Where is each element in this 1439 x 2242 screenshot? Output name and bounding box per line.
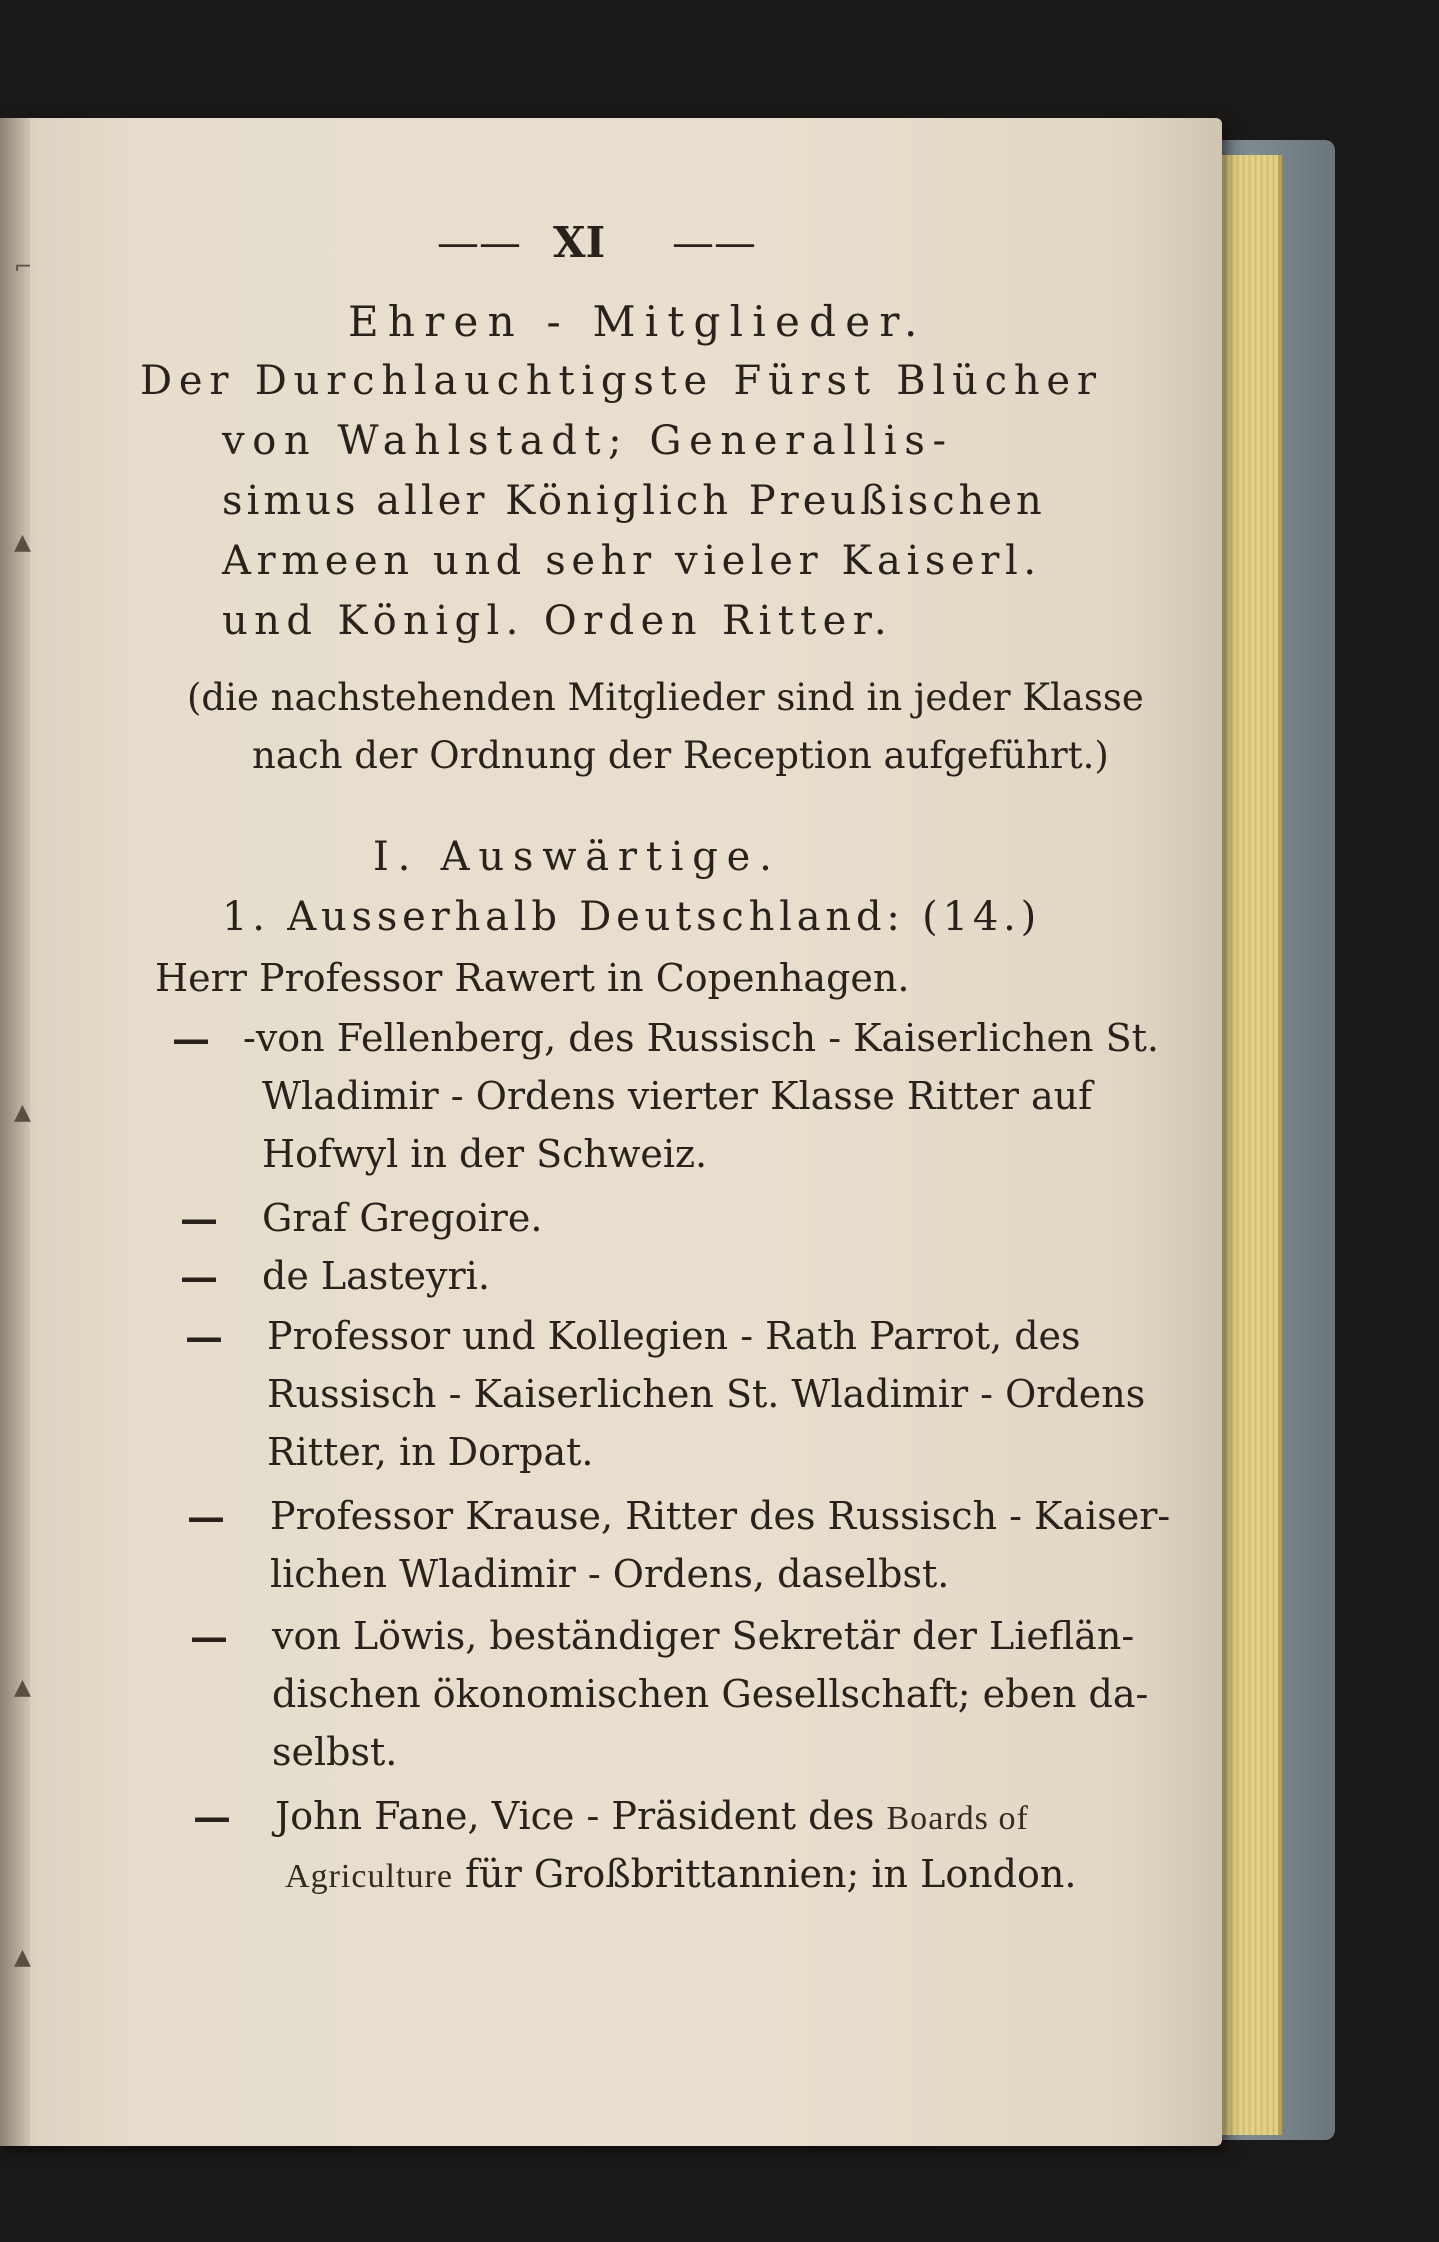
patron-line-4: Armeen und sehr vieler Kaiserl.: [222, 538, 1042, 584]
entry-line: dischen ökonomischen Gesellschaft; eben da-: [272, 1672, 1149, 1716]
heading-roman: I. Auswärtige.: [373, 834, 781, 880]
page-gutter: [0, 118, 33, 2146]
entry-line: Professor Krause, Ritter des Russisch - Kaiser-: [270, 1494, 1171, 1538]
patron-line-3: simus aller Königlich Preußischen: [222, 478, 1046, 524]
patron-line-2: von Wahlstadt; Generallis-: [222, 418, 954, 464]
entry-dash: —: [180, 1196, 218, 1241]
entry-line: Graf Gregoire.: [262, 1196, 543, 1240]
entry-dash: —: [190, 1614, 228, 1659]
entry-line: Wladimir - Ordens vierter Klasse Ritter auf: [262, 1074, 1093, 1118]
patron-line-5: und Königl. Orden Ritter.: [222, 598, 893, 644]
margin-tick-icon: ▲: [14, 1675, 31, 1700]
entry-line: Russisch - Kaiserlichen St. Wladimir - Ordens: [267, 1372, 1146, 1416]
latin-text: Agriculture: [285, 1858, 453, 1895]
entry-text: für Großbrittannien; in London.: [452, 1852, 1077, 1896]
entry-line: de Lasteyri.: [262, 1254, 490, 1298]
margin-tick-icon: ⌐: [14, 255, 33, 280]
margin-tick-icon: ▲: [14, 1100, 31, 1125]
entry-dash: —: [193, 1794, 231, 1839]
page-number-dash-left: ——: [437, 218, 521, 267]
patron-line-1: Der Durchlauchtigste Fürst Blücher: [140, 358, 1103, 404]
page-number-dash-right: ——: [672, 218, 756, 267]
entry-line: selbst.: [272, 1730, 398, 1774]
entry-line: [285, 1852, 1076, 1896]
margin-tick-icon: ▲: [14, 530, 31, 555]
entry-dash: —: [172, 1016, 210, 1061]
entry-dash: —: [180, 1254, 218, 1299]
entry-line: Professor und Kollegien - Rath Parrot, des: [267, 1314, 1081, 1358]
entry-line: Ritter, in Dorpat.: [267, 1430, 594, 1474]
entry-line: von Löwis, beständiger Sekretär der Lieflän-: [272, 1614, 1135, 1658]
entry-line: lichen Wladimir - Ordens, daselbst.: [270, 1552, 950, 1596]
entry-dash: —: [187, 1494, 225, 1539]
section-title: Ehren - Mitglieder.: [348, 297, 927, 346]
english-text: Boards of: [886, 1800, 1029, 1837]
entry-dash: —: [185, 1314, 223, 1359]
entry-line: Hofwyl in der Schweiz.: [262, 1132, 708, 1176]
page-number: XI: [553, 218, 606, 267]
entry-line: Herr Professor Rawert in Copenhagen.: [155, 956, 910, 1000]
heading-sub: 1. Ausserhalb Deutschland: (14.): [222, 894, 1041, 940]
entry-line: -von Fellenberg, des Russisch - Kaiserlichen St.: [243, 1016, 1159, 1060]
note-line-1: (die nachstehenden Mitglieder sind in jeder Klasse: [187, 676, 1144, 719]
margin-tick-icon: ▲: [14, 1945, 31, 1970]
entry-line: [275, 1794, 1029, 1838]
note-line-2: nach der Ordnung der Reception aufgeführt.): [252, 734, 1109, 777]
entry-text: John Fane, Vice - Präsident des: [275, 1794, 887, 1838]
